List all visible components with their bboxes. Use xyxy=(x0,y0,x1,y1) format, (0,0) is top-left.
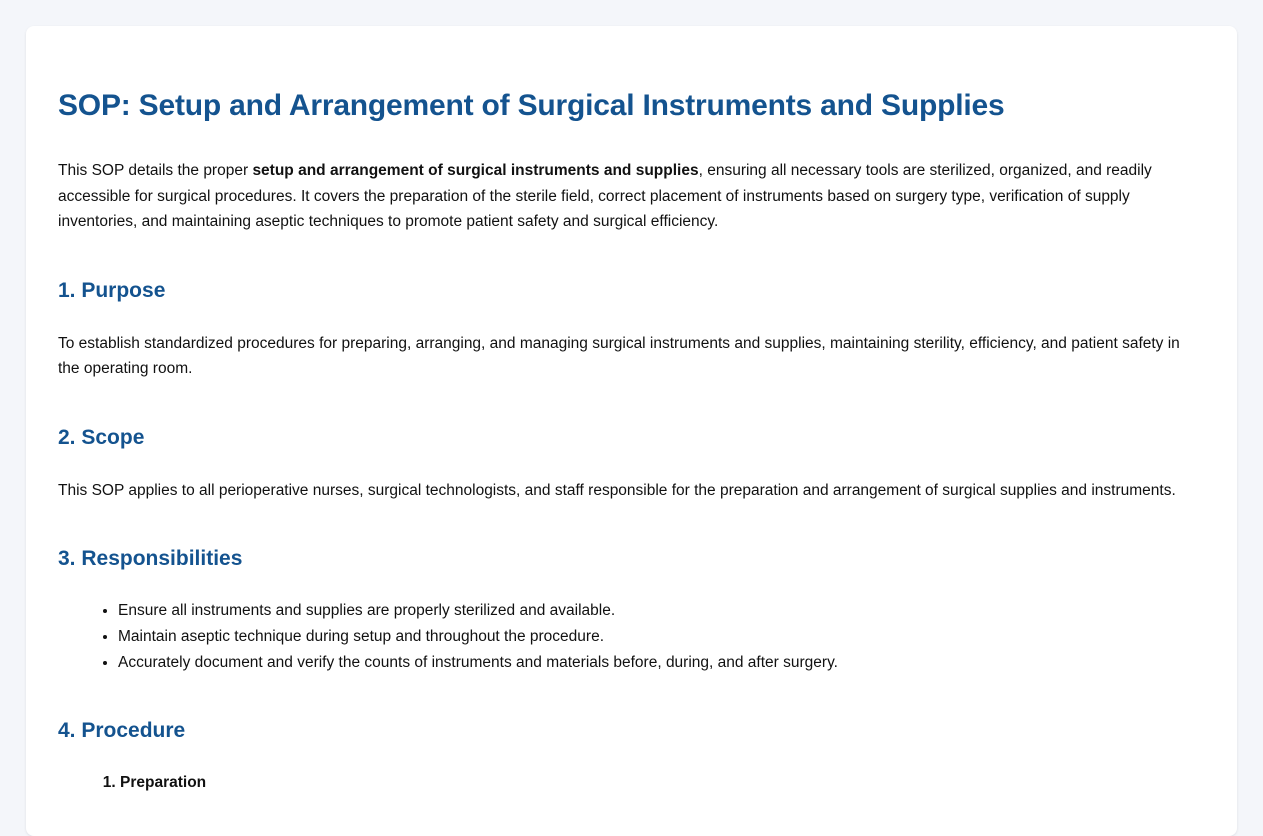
intro-text-bold: setup and arrangement of surgical instruments and supplies xyxy=(252,162,699,179)
page-title: SOP: Setup and Arrangement of Surgical Instruments and Supplies xyxy=(58,89,1005,122)
section-text-purpose: To establish standardized procedures for preparing, arranging, and managing surgical instruments and supplies, maintaining sterility, efficiency, and patient safety in the operating room. xyxy=(58,334,1180,377)
intro-paragraph xyxy=(58,158,1203,235)
section-text-scope: This SOP applies to all perioperative nurses, surgical technologists, and staff responsible for the preparation and arrangement of surgical supplies and instruments. xyxy=(58,481,1176,499)
section-heading-purpose: 1. Purpose xyxy=(58,278,166,302)
document-body xyxy=(58,88,1203,796)
procedure-list xyxy=(58,770,1203,796)
section-heading-procedure: 4. Procedure xyxy=(58,719,186,743)
list-item: • Maintain aseptic technique during setup and throughout the procedure. xyxy=(118,624,1203,650)
section-heading-scope: 2. Scope xyxy=(58,425,145,449)
list-item: • Ensure all instruments and supplies are properly sterilized and available. xyxy=(118,598,1203,624)
intro-text-before: This SOP details the proper xyxy=(58,162,253,179)
intro-text-after: , ensuring all necessary tools are sterilized, organized, and readily accessible for surgical procedures. It covers the preparation of the sterile field, correct placement of instruments based on surgery type, verification of supply inventories, and maintaining aseptic techniques to promote patient safety and surgical efficiency. xyxy=(58,162,1152,230)
list-item: 1. Preparation xyxy=(120,770,1203,796)
section-heading-responsibilities: 3. Responsibilities xyxy=(58,547,243,570)
list-item: • Accurately document and verify the counts of instruments and materials before, during, and after surgery. xyxy=(118,650,1203,676)
document-card xyxy=(26,26,1237,836)
responsibilities-list xyxy=(58,598,1203,675)
